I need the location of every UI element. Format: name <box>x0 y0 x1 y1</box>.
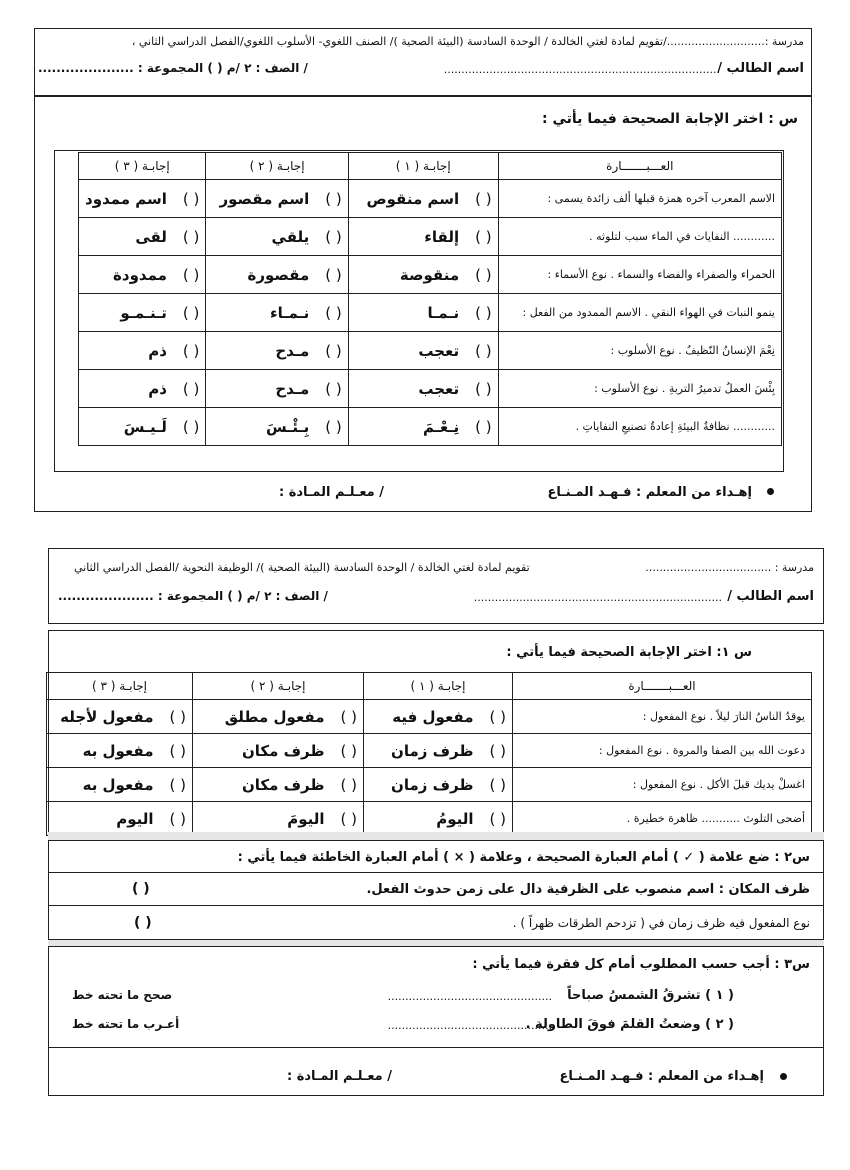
answer-option[interactable]: ( )إلقاء <box>348 218 498 256</box>
sheet2-header-school: مدرسة : .................................... <box>645 561 814 574</box>
answer-option[interactable]: ( )نِـعْـمَ <box>348 408 498 446</box>
answer-option[interactable]: ( )ذم <box>79 332 206 370</box>
answer-parens[interactable]: ( ) <box>325 303 342 322</box>
sheet1-student-name-field[interactable]: ............................................................................... <box>443 63 720 76</box>
answer-option[interactable]: ( )اليومُ <box>364 802 513 836</box>
answer-parens[interactable]: ( ) <box>475 379 492 398</box>
tf-answer-box-1[interactable]: ( ) <box>132 881 150 897</box>
answer-parens[interactable]: ( ) <box>489 741 506 760</box>
q3-task-2: أعـرب ما تحته خط <box>72 1017 180 1031</box>
answer-parens[interactable]: ( ) <box>169 741 186 760</box>
tf-answer-box-2[interactable]: ( ) <box>134 915 152 931</box>
answer-option[interactable]: ( )تعجب <box>348 332 498 370</box>
q3-task-1: صحح ما تحته خط <box>72 988 173 1002</box>
answer-option[interactable]: ( )ظرف زمان <box>364 768 513 802</box>
answer-option[interactable]: ( )نـمـا <box>348 294 498 332</box>
answer-option[interactable]: ( )اسم ممدود <box>79 180 206 218</box>
answer-parens[interactable]: ( ) <box>340 707 357 726</box>
sheet1-footer-teacher: / معـلـم المـادة : <box>278 485 384 500</box>
answer-option[interactable]: ( )مـدح <box>206 370 348 408</box>
answer-parens[interactable]: ( ) <box>340 809 357 828</box>
answer-parens[interactable]: ( ) <box>169 775 186 794</box>
sheet2-question-3: س٣ : أجب حسب المطلوب أمام كل فقرة فيما يأتي : <box>472 957 810 972</box>
answer-option[interactable]: ( )لَـيـسَ <box>79 408 206 446</box>
tf-statement-2: نوع المفعول فيه ظرف زمان في ( تزدحم الطرقات ظهراً ) . <box>512 916 810 930</box>
sheet1-header-line: مدرسة :............................/تقويم لمادة لغتي الخالدة / الوحدة السادسة (البيئة الصحية )/ الصنف اللغوي- الأسلوب اللغوي/الفصل الدراسي الثاني ، <box>131 35 804 48</box>
answer-parens[interactable]: ( ) <box>325 417 342 436</box>
sheet1-question-table <box>78 152 782 446</box>
answer-parens[interactable]: ( ) <box>182 265 200 284</box>
statement-cell: نِعْمَ الإنسانُ النّظيفُ . نوع الأسلوب : <box>498 332 781 370</box>
sheet1-class-group[interactable]: / الصف : ٢ /م ( ) المجموعة : ..................... <box>38 61 308 75</box>
answer-option[interactable]: ( )ظرف زمان <box>364 734 513 768</box>
answer-parens[interactable]: ( ) <box>182 303 200 322</box>
answer-option[interactable]: ( )مفعول به <box>47 768 193 802</box>
answer-option[interactable]: ( )ظرف مكان <box>193 734 364 768</box>
answer-parens[interactable]: ( ) <box>325 341 342 360</box>
answer-option[interactable]: ( )نـمـاء <box>206 294 348 332</box>
answer-option[interactable]: ( )لقى <box>79 218 206 256</box>
header-answer-1: إجابـة ( ١ ) <box>364 673 513 700</box>
answer-option[interactable]: ( )مقصورة <box>206 256 348 294</box>
answer-parens[interactable]: ( ) <box>475 189 492 208</box>
header-statement: العـــبـــــــارة <box>513 673 812 700</box>
q3-item-2: ( ٢ ) وضعتُ القلمَ فوقَ الطاولة . <box>525 1017 734 1032</box>
statement-cell: الاسم المعرب آخره همزة قبلها ألف زائدة يسمى : <box>498 180 781 218</box>
statement-cell: ............ نظافةُ البيئةِ إعادةُ تصنيعِ النفاياتِ . <box>498 408 781 446</box>
header-statement: العـــبـــــــارة <box>498 153 781 180</box>
statement-cell: يوقدُ الناسُ النارَ ليلاً . نوع المفعول : <box>513 700 812 734</box>
sheet2-class-group[interactable]: / الصف : ٢ /م ( ) المجموعة : ..................... <box>58 589 328 603</box>
header-answer-3: إجابـة ( ٣ ) <box>79 153 206 180</box>
sheet2-footer-gift: إهـداء من المعلم : فـهـد المـنـاع <box>559 1069 764 1084</box>
header-answer-1: إجابـة ( ١ ) <box>348 153 498 180</box>
tf-statement-1: ظرف المكان : اسم منصوب على الظرفية دال على زمن حدوث الفعل. <box>366 882 810 897</box>
answer-option[interactable]: ( )ظرف مكان <box>193 768 364 802</box>
answer-parens[interactable]: ( ) <box>325 265 342 284</box>
answer-option[interactable]: ( )مفعول لأجله <box>47 700 193 734</box>
sheet2-header-box <box>48 548 824 624</box>
answer-option[interactable]: ( )بِـئْـسَ <box>206 408 348 446</box>
answer-option[interactable]: ( )تـنـمـو <box>79 294 206 332</box>
statement-cell: الحمراء والصفراء والفضاء والسماء . نوع الأسماء : <box>498 256 781 294</box>
header-answer-2: إجابـة ( ٢ ) <box>206 153 348 180</box>
q3-answer-line-2[interactable]: ............................................... <box>387 1019 552 1032</box>
answer-option[interactable]: ( )اسم مقصور <box>206 180 348 218</box>
answer-parens[interactable]: ( ) <box>182 341 200 360</box>
bullet-icon <box>780 1073 787 1080</box>
header-answer-2: إجابـة ( ٢ ) <box>193 673 364 700</box>
bullet-icon <box>767 488 774 495</box>
answer-parens[interactable]: ( ) <box>325 379 342 398</box>
statement-cell: دعوت الله بين الصفا والمروة . نوع المفعول : <box>513 734 812 768</box>
answer-parens[interactable]: ( ) <box>475 341 492 360</box>
answer-parens[interactable]: ( ) <box>489 809 506 828</box>
sheet2-student-label: اسم الطالب / <box>727 589 814 604</box>
sheet2-question-1: س ١: اختر الإجابة الصحيحة فيما يأتي : <box>506 645 752 660</box>
q3-answer-line-1[interactable]: ............................................... <box>387 990 552 1003</box>
answer-parens[interactable]: ( ) <box>325 227 342 246</box>
answer-option[interactable]: ( )مـدح <box>206 332 348 370</box>
answer-parens[interactable]: ( ) <box>182 417 200 436</box>
sheet1-question: س : اختر الإجابة الصحيحة فيما يأتي : <box>542 111 798 127</box>
answer-parens[interactable]: ( ) <box>169 707 186 726</box>
sheet2-header-title: تقويم لمادة لغتي الخالدة / الوحدة السادسة (البيئة الصحية )/ الوظيفة النحوية /الفصل الدراسي الثاني <box>74 561 530 574</box>
sheet1-footer-gift: إهـداء من المعلم : فـهـد المـنـاع <box>547 485 752 500</box>
answer-parens[interactable]: ( ) <box>182 379 200 398</box>
statement-cell: ينمو النبات في الهواء النقي . الاسم الممدود من الفعل : <box>498 294 781 332</box>
sheet2-question-table <box>46 672 812 836</box>
sheet2-footer-teacher: / معـلـم المـادة : <box>286 1069 392 1084</box>
statement-cell: ............ النفايات في الماء سبب لتلوثه . <box>498 218 781 256</box>
sheet2-student-name-field[interactable]: ....................................................................... <box>473 591 722 604</box>
answer-option[interactable]: ( )تعجب <box>348 370 498 408</box>
answer-option[interactable]: ( )اليوم <box>47 802 193 836</box>
answer-option[interactable]: ( )مفعول مطلق <box>193 700 364 734</box>
answer-parens[interactable]: ( ) <box>475 303 492 322</box>
answer-option[interactable]: ( )يلقي <box>206 218 348 256</box>
answer-option[interactable]: ( )ممدودة <box>79 256 206 294</box>
sheet2-question-2: س٢ : ضع علامة ( ✓ ) أمام العبارة الصحيحة ، وعلامة ( × ) أمام العبارة الخاطئة فيما يأتي : <box>237 850 810 865</box>
statement-cell: بِئْسَ العملُ تدميرُ التربةِ . نوع الأسلوب : <box>498 370 781 408</box>
answer-parens[interactable]: ( ) <box>325 189 342 208</box>
statement-cell: أضحى التلوث ........... ظاهرة خطيرة . <box>513 802 812 836</box>
answer-parens[interactable]: ( ) <box>340 741 357 760</box>
answer-parens[interactable]: ( ) <box>182 227 200 246</box>
answer-option[interactable]: ( )منقوصة <box>348 256 498 294</box>
answer-parens[interactable]: ( ) <box>475 265 492 284</box>
statement-cell: اغسلْ يديك قبلَ الأكل . نوع المفعول : <box>513 768 812 802</box>
section-divider <box>48 832 824 840</box>
answer-parens[interactable]: ( ) <box>169 809 186 828</box>
header-answer-3: إجابـة ( ٣ ) <box>47 673 193 700</box>
answer-parens[interactable]: ( ) <box>489 775 506 794</box>
answer-option[interactable]: ( )مفعول به <box>47 734 193 768</box>
sheet1-student-label: اسم الطالب / <box>717 61 804 76</box>
answer-parens[interactable]: ( ) <box>475 227 492 246</box>
answer-option[interactable]: ( )اليومَ <box>193 802 364 836</box>
answer-parens[interactable]: ( ) <box>182 189 200 208</box>
q3-item-1: ( ١ ) تشرقُ الشمسُ صباحاً <box>567 988 734 1003</box>
answer-option[interactable]: ( )مفعول فيه <box>364 700 513 734</box>
answer-parens[interactable]: ( ) <box>475 417 492 436</box>
answer-option[interactable]: ( )ذم <box>79 370 206 408</box>
answer-parens[interactable]: ( ) <box>340 775 357 794</box>
answer-option[interactable]: ( )اسم منقوص <box>348 180 498 218</box>
answer-parens[interactable]: ( ) <box>489 707 506 726</box>
